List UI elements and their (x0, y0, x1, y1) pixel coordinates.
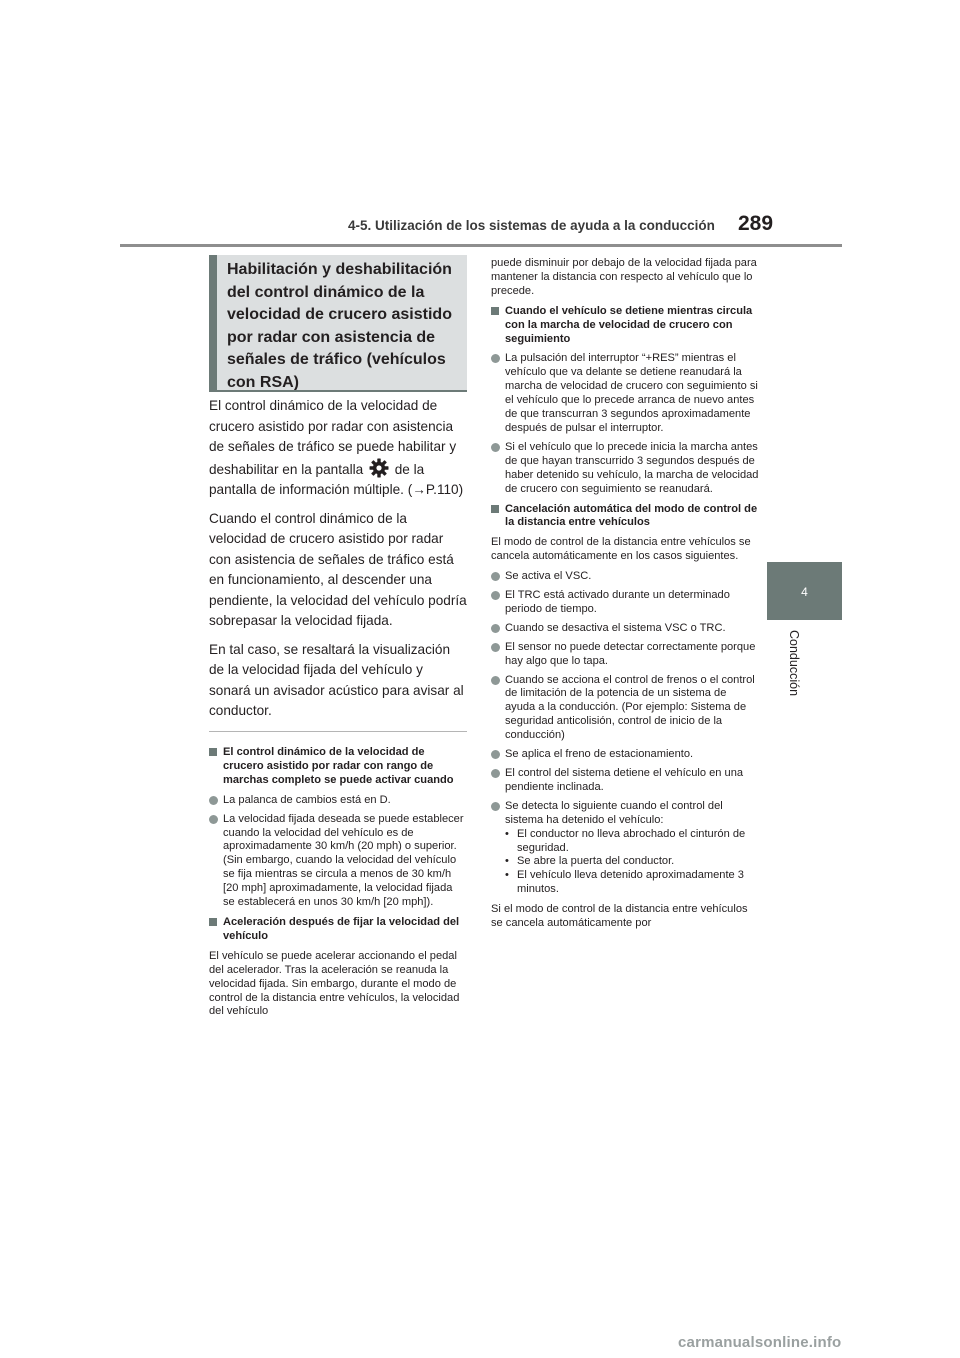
column-1-body (209, 396, 467, 730)
list-item: Se activa el VSC. (491, 570, 759, 584)
sub-list-item: • Se abre la puerta del conductor. (505, 855, 675, 868)
list-item: El sensor no puede detectar correctamente porque hay algo que lo tapa. (491, 641, 759, 669)
note-paragraph: puede disminuir por debajo de la velocidad fijada para mantener la distancia con respecto al vehículo que lo precede. (491, 257, 757, 297)
gear-icon (369, 458, 389, 478)
side-tab-label: Conducción (787, 630, 801, 697)
header-rule (120, 244, 842, 247)
sub-list-item: • El vehículo lleva detenido aproximadamente 3 minutos. (505, 869, 744, 896)
note-paragraph: Si el modo de control de la distancia entre vehículos se cancela automáticamente por (491, 903, 748, 930)
list-item: Si el vehículo que lo precede inicia la marcha antes de que hayan transcurrido 3 segundos después de haber detenido su vehículo, la marcha de velocidad de crucero con seguimiento se reanudará. (491, 441, 759, 497)
list-item: La palanca de cambios está en D. (209, 794, 467, 808)
list-item: Se detecta lo siguiente cuando el control del sistema ha detenido el vehículo: (491, 800, 759, 828)
list-item: La pulsación del interruptor “+RES” mientras el vehículo que va delante se detiene reanudará la marcha de velocidad de crucero con seguimiento si el vehículo que lo precede arranca de nuevo antes de que transcurran 3 segundos aproximadamente después de pulsar el interruptor. (491, 352, 759, 435)
paragraph-3: En tal caso, se resaltará la visualización de la velocidad fijada del vehículo y sonará un avisador acústico para avisar al conductor. (209, 641, 464, 718)
section-heading-box (209, 255, 467, 391)
paragraph-2: Cuando el control dinámico de la velocidad de crucero asistido por radar con asistencia de señales de tráfico está en funcionamiento, al descender una pendiente, la velocidad del vehículo podría sobrepasar la velocidad fijada. (209, 510, 467, 628)
note-paragraph: El vehículo se puede acelerar accionando el pedal del acelerador. Tras la aceleración se reanuda la velocidad fijada. Sin embargo, durante el modo de control de la distancia entre vehículos, la velocidad del vehículo (209, 949, 460, 1018)
note-heading-activation: El control dinámico de la velocidad de crucero asistido por radar con rango de marchas completo se puede activar cuando (209, 746, 467, 788)
list-item: El control del sistema detiene el vehículo en una pendiente inclinada. (491, 767, 759, 795)
note-heading-acceleration: Aceleración después de fijar la velocidad del vehículo (209, 916, 467, 944)
list-item: El TRC está activado durante un determinado periodo de tiempo. (491, 589, 759, 617)
list-item: Se aplica el freno de estacionamiento. (491, 748, 759, 762)
side-tab-number: 4 (801, 585, 808, 599)
watermark: carmanualsonline.info (678, 1334, 842, 1351)
column-1-divider (209, 731, 467, 732)
header-title: 4-5. Utilización de los sistemas de ayuda a la conducción (348, 218, 715, 233)
column-1-notes (209, 746, 467, 1019)
list-item: Cuando se acciona el control de frenos o el control de limitación de la potencia de un sistema de ayuda a la conducción. (Por ejemplo: Sistema de seguridad anticolisión, control de inicio de la conducción) (491, 674, 759, 744)
note-heading-cancel: Cancelación automática del modo de control de la distancia entre vehículos (491, 503, 759, 531)
paragraph-1: El control dinámico de la velocidad de crucero asistido por radar con asistencia de señales de tráfico se puede habilitar y deshabilitar en la pantalla de la pantalla de información múltiple. (→P.110) (209, 398, 464, 497)
list-item: La velocidad fijada deseada se puede establecer cuando la velocidad del vehículo es de aproximadamente 30 km/h (20 mph) o superior. (Sin embargo, cuando la velocidad del vehículo se fija mientras se circula a menos de 30 km/h [20 mph] aproximadamente, la velocidad fijada se establecerá en unos 30 km/h [20 mph]). (209, 813, 467, 910)
section-heading: Habilitación y deshabilitación del control dinámico de la velocidad de crucero asistido por radar con asistencia de señales de tráfico (vehículos con RSA) (227, 261, 452, 391)
page-number: 289 (738, 212, 774, 235)
note-heading-stop: Cuando el vehículo se detiene mientras circula con la marcha de velocidad de crucero con seguimiento (491, 305, 759, 347)
list-item: Cuando se desactiva el sistema VSC o TRC. (491, 622, 759, 636)
sub-list-item: • El conductor no lleva abrochado el cinturón de seguridad. (505, 827, 746, 854)
column-2-notes (491, 257, 759, 931)
note-paragraph: El modo de control de la distancia entre vehículos se cancela automáticamente en los casos siguientes. (491, 536, 751, 563)
section-heading-rule (209, 390, 467, 392)
